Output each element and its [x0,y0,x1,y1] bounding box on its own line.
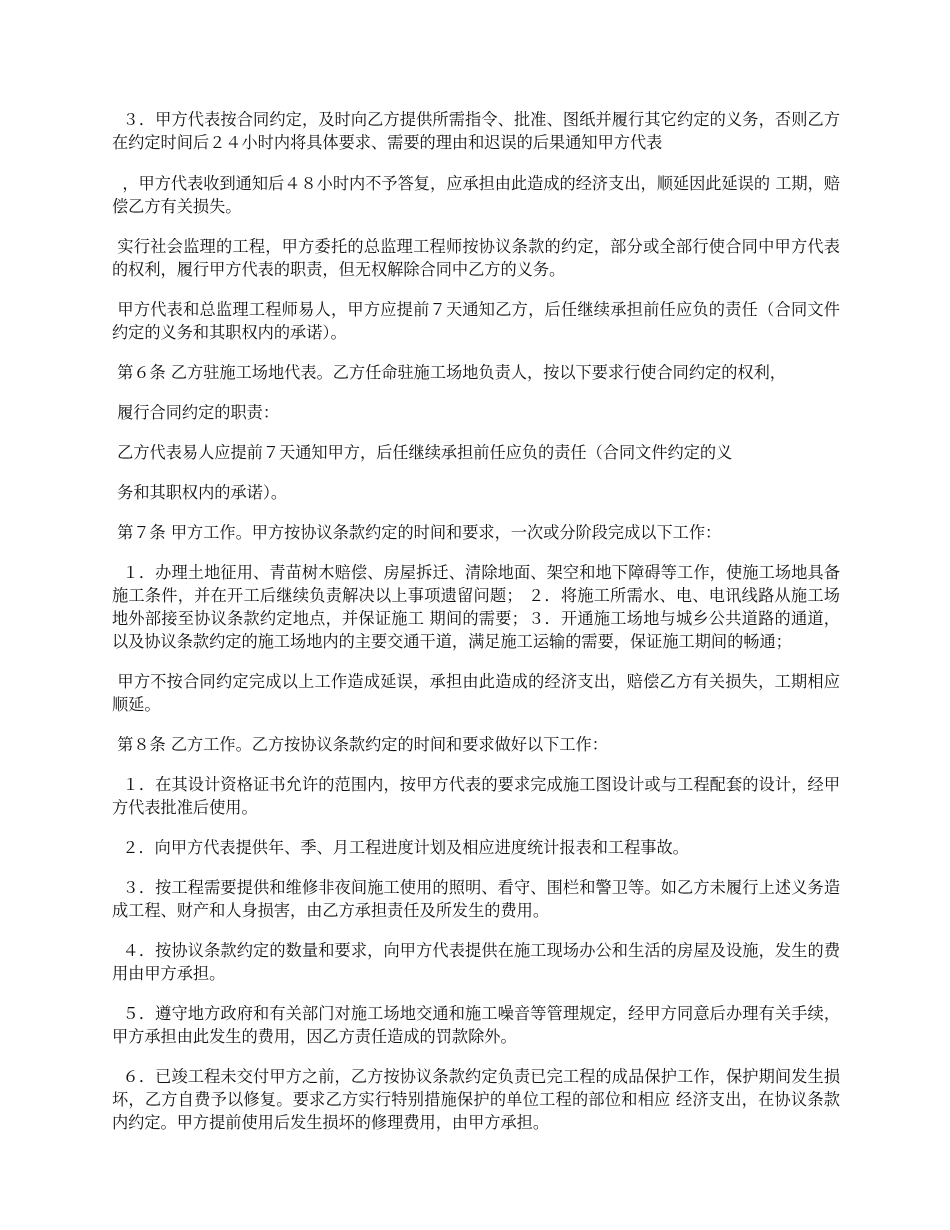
paragraph-article-7: 第７条 甲方工作。甲方按协议条款约定的时间和要求，一次或分阶段完成以下工作： [112,523,722,542]
paragraph-representative-change: 甲方代表和总监理工程师易人，甲方应提前７天通知乙方，后任继续承担前任应负的责任（合同文件约定的义务和其职权内的承诺）。 [112,300,840,342]
paragraph-article-8-item-3: ３．按工程需要提供和维修非夜间施工使用的照明、看守、围栏和警卫等。如乙方未履行上述义务造成工程、财产和人身损害，由乙方承担责任及所发生的费用。 [112,878,841,920]
paragraph-article-7-breach: 甲方不按合同约定完成以上工作造成延误，承担由此造成的经济支出，赔偿乙方有关损失，工期相应顺延。 [112,672,840,714]
paragraph-article-8-item-2: ２．向甲方代表提供年、季、月工程进度计划及相应进度统计报表和工程事故。 [112,838,689,857]
paragraph-article-8-item-4: ４．按协议条款约定的数量和要求，向甲方代表提供在施工现场办公和生活的房屋及设施，发生的费用由甲方承担。 [112,941,841,983]
paragraph-3-representative-duties: ３．甲方代表按合同约定，及时向乙方提供所需指令、批准、图纸并履行其它约定的义务，否则乙方在约定时间后２４小时内将具体要求、需要的理由和迟误的后果通知甲方代表 [112,110,841,152]
paragraph-3-continued: ，甲方代表收到通知后４８小时内不予答复，应承担由此造成的经济支出，顺延因此延误的 工期，赔偿乙方有关损失。 [112,174,840,216]
paragraph-article-6-change: 乙方代表易人应提前７天通知甲方，后任继续承担前任应负的责任（合同文件约定的义 [112,443,733,462]
paragraph-article-8-item-6: ６．已竣工程未交付甲方之前，乙方按协议条款约定负责已完工程的成品保护工作，保护期间发生损坏，乙方自费予以修复。要求乙方实行特别措施保护的单位工程的部位和相应 经济支出，在协议条款内约定。甲方提前使用后发生损坏的修理费用，由甲方承担。 [112,1067,841,1132]
paragraph-article-6-duties: 履行合同约定的职责： [112,403,280,422]
paragraph-article-6-change-continued: 务和其职权内的承诺）。 [112,483,288,502]
paragraph-article-8-item-1: １．在其设计资格证书允许的范围内，按甲方代表的要求完成施工图设计或与工程配套的设计，经甲方代表批准后使用。 [112,775,841,817]
paragraph-article-7-items: １．办理土地征用、青苗树木赔偿、房屋拆迁、清除地面、架空和地下障碍等工作，使施工场地具备施工条件，并在开工后继续负责解决以上事项遗留问题； ２．将施工所需水、电、电讯线路从施工场地外部接至协议条款约定地点，并保证施工 期间的需要；３．开通施工场地与城乡公共道路的通道，以及协议条款约定的施工场地内的主要交通干道，满足施工运输的需要，保证施工期间的畅通； [112,563,841,651]
document-page [112,108,840,1134]
paragraph-supervision: 实行社会监理的工程，甲方委托的总监理工程师按协议条款的约定，部分或全部行使合同中甲方代表的权利，履行甲方代表的职责，但无权解除合同中乙方的义务。 [112,237,840,279]
paragraph-article-8: 第８条 乙方工作。乙方按协议条款约定的时间和要求做好以下工作： [112,735,608,754]
paragraph-article-6: 第６条 乙方驻施工场地代表。乙方任命驻施工场地负责人，按以下要求行使合同约定的权利， [112,363,786,382]
paragraph-article-8-item-5: ５．遵守地方政府和有关部门对施工场地交通和施工噪音等管理规定，经甲方同意后办理有关手续，甲方承担由此发生的费用，因乙方责任造成的罚款除外。 [112,1004,841,1046]
